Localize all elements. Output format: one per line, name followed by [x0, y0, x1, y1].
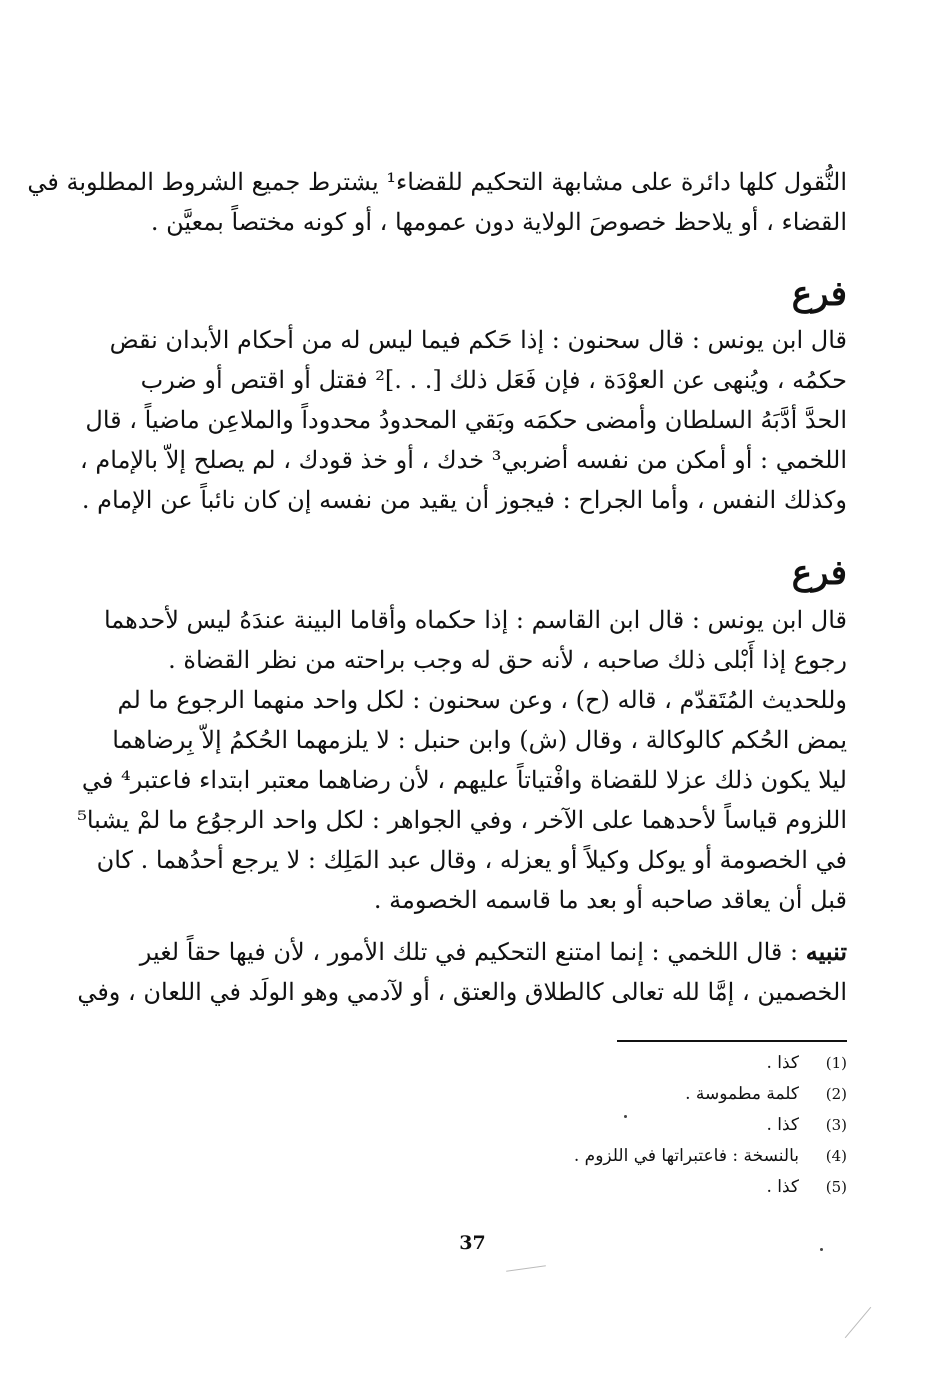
text-line: قال ابن يونس : قال سحنون : إذا حَكم فيما ليس له من أحكام الأبدان نقض: [109, 326, 847, 354]
section-2-paragraph: [77, 600, 847, 920]
footnote: [447, 1079, 847, 1110]
scan-dot: [820, 1248, 823, 1251]
text-line: قبل أن يعاقد صاحبه أو بعد ما قاسمه الخصومة .: [373, 886, 847, 914]
text-line: وكذلك النفس ، وأما الجراح : فيجوز أن يقيد من نفسه إن كان نائباً عن الإمام .: [81, 486, 847, 514]
footnote-number: (4): [825, 1147, 847, 1165]
tanbih-paragraph: [77, 932, 847, 1012]
text-line: اللزوم قياساً لأحدهما على الآخر ، وفي الجواهر : لكل واحد الرجوُع ما لمْ يشبا⁵: [77, 806, 847, 834]
text-line: الحدَّ أدَّبَهُ السلطان وأمضى حكمَه وبَقي المحدودُ محدوداً والملاعِن ماضياً ، قال: [85, 406, 847, 434]
text-line: [139, 932, 847, 972]
footnotes: [447, 1048, 847, 1203]
footnote: [447, 1110, 847, 1141]
text-line: في الخصومة أو يوكل وكيلاً أو يعزله ، وقال عبد المَلِك : لا يرجع أحدُهما . كان: [96, 846, 847, 874]
footnote-text: كذا .: [766, 1115, 799, 1135]
footnote-number: (1): [825, 1054, 847, 1072]
footnote-text: كذا .: [766, 1053, 799, 1073]
section-heading-2: فرع: [791, 553, 847, 593]
scan-mark: [845, 1307, 871, 1338]
text-line: اللخمي : أو أمكن من نفسه أضربي³ خدك ، أو خذ قودك ، لم يصلح إلاّ بالإمام ،: [80, 446, 847, 474]
top-paragraph: [27, 162, 847, 242]
scan-dot: [624, 1115, 627, 1118]
text-line: القضاء ، أو يلاحظ خصوصَ الولاية دون عمومها ، أو كونه مختصاً بمعيَّن .: [150, 208, 847, 236]
tanbih-label: تنبيه: [805, 937, 847, 966]
footnote: [447, 1141, 847, 1172]
section-heading-1: فرع: [791, 274, 847, 314]
footnote-number: (3): [825, 1116, 847, 1134]
text-line: يمض الحُكم كالوكالة ، وقال (ش) وابن حنبل : لا يلزمهما الحُكمُ إلاّ بِرضاهما: [112, 726, 847, 754]
text-line: النُّقول كلها دائرة على مشابهة التحكيم للقضاء¹ يشترط جميع الشروط المطلوبة في: [27, 168, 847, 196]
section-1-paragraph: [80, 320, 847, 520]
footnote-text: بالنسخة : فاعتبراتها في اللزوم .: [573, 1146, 799, 1166]
footnote-number: (5): [825, 1178, 847, 1196]
text-line: حكمُه ، ويُنهى عن العوْدَة ، فإن فَعَل ذلك [. . .]² فقتل أو اقتص أو ضرب: [140, 366, 847, 394]
text-line: قال ابن يونس : قال ابن القاسم : إذا حكماه وأقاما البينة عندَهُ ليس لأحدهما: [103, 606, 847, 634]
text-line: الخصمين ، إمَّا لله تعالى كالطلاق والعتق ، أو لآدمي وهو الولَد في اللعان ، وفي: [77, 978, 847, 1006]
page-number: 37: [459, 1232, 486, 1254]
scan-mark: [506, 1265, 546, 1272]
text-line: رجوع إذا أَبْلى ذلك صاحبه ، لأنه حق له وجب براحته من نظر القضاة .: [168, 646, 847, 674]
footnote-text: كذا .: [766, 1177, 799, 1197]
tanbih-line-text: : قال اللخمي : إنما امتنع التحكيم في تلك الأمور ، لأن فيها حقاً لغير: [139, 938, 799, 966]
text-line: وللحديث المُتَقدّم ، قاله (ح) ، وعن سحنون : لكل واحد منهما الرجوع ما لم: [117, 686, 847, 714]
footnote-text: كلمة مطموسة .: [685, 1084, 799, 1104]
footnote: [447, 1172, 847, 1203]
text-line: ليلا يكون ذلك عزلا للقضاة وافْتياتاً عليهم ، لأن رضاهما معتبر ابتداء فاعتبر⁴ في: [81, 766, 847, 794]
footnote-number: (2): [825, 1085, 847, 1103]
footnote-separator: [617, 1040, 847, 1042]
footnote: [447, 1048, 847, 1079]
